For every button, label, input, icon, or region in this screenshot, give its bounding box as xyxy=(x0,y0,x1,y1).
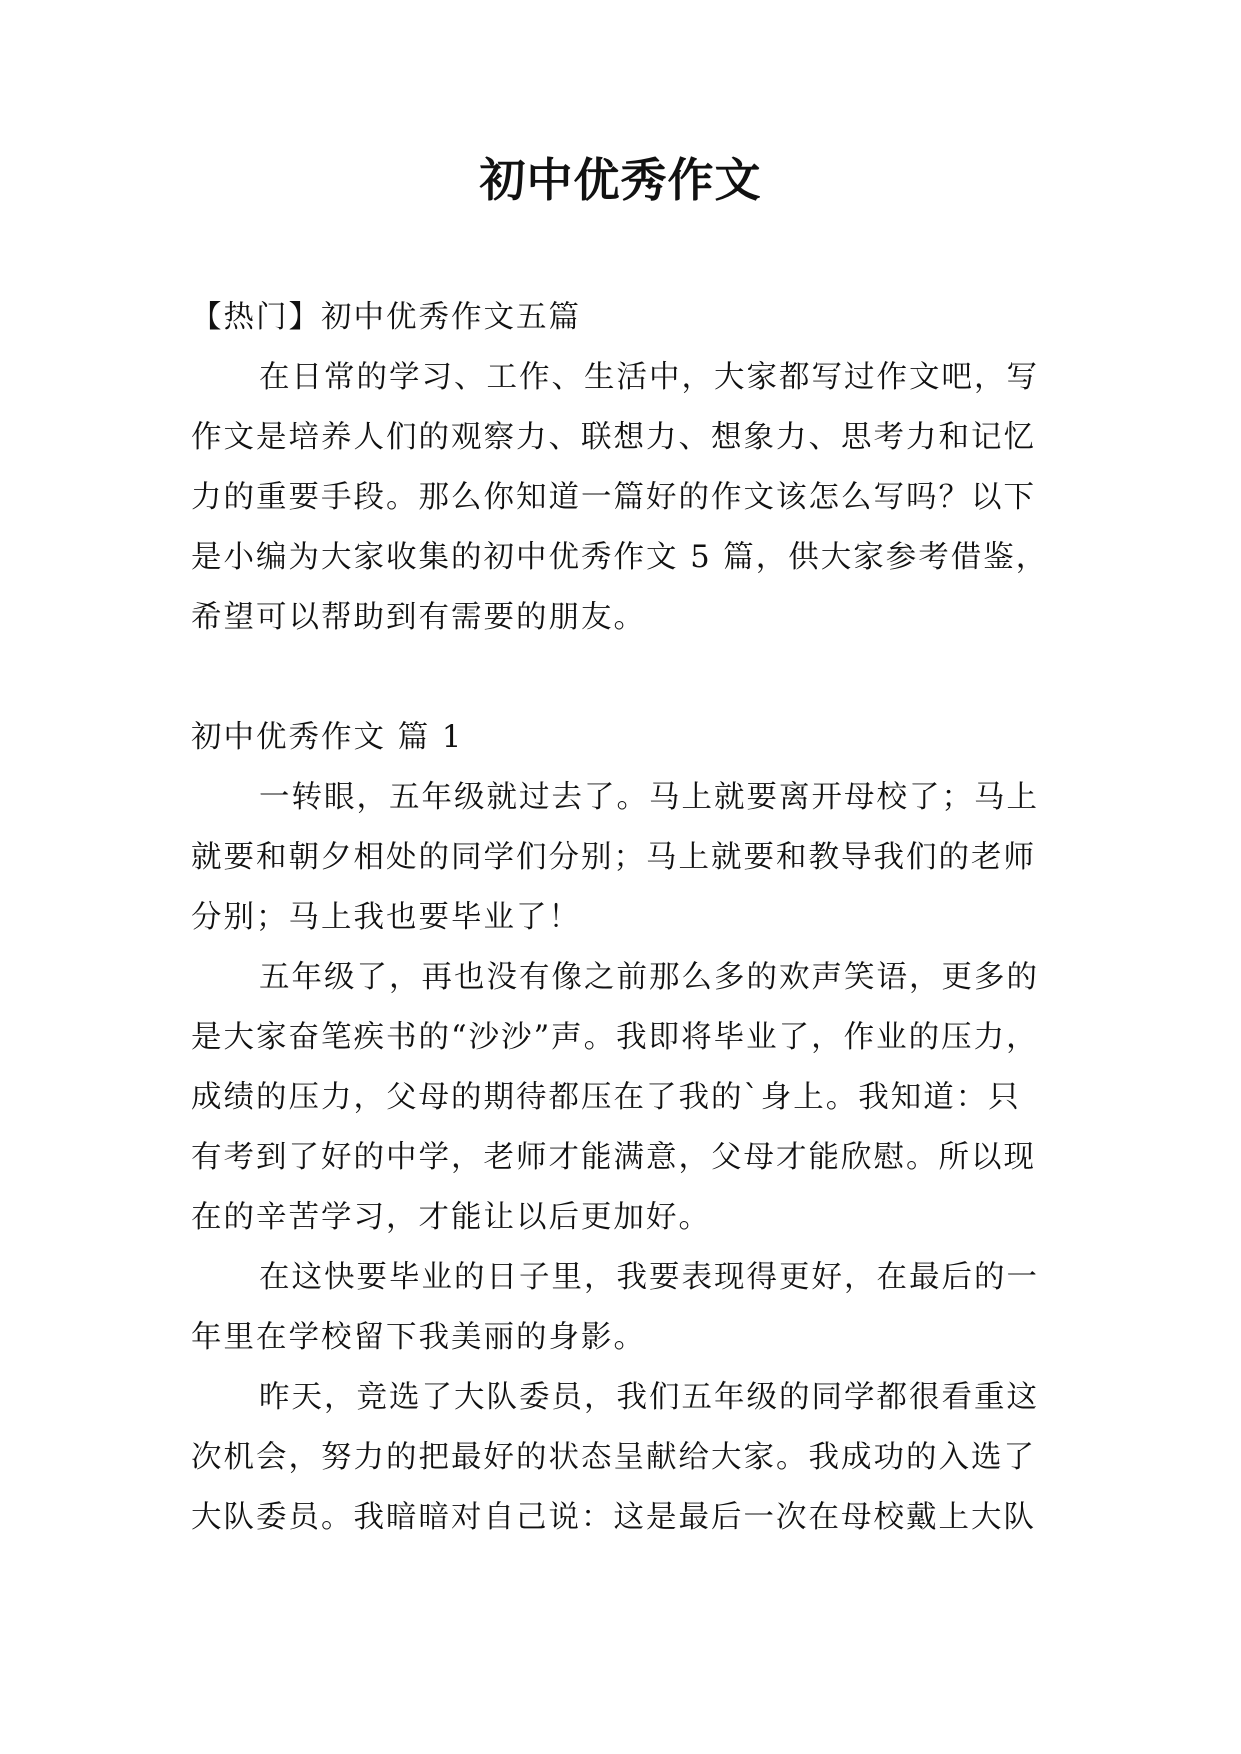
text-line: 五年级了，再也没有像之前那么多的欢声笑语，更多的 xyxy=(259,960,1039,995)
text-line: 力的重要手段。那么你知道一篇好的作文该怎么写吗？以下 xyxy=(191,480,1036,515)
text-line: 成绩的压力，父母的期待都压在了我的`身上。我知道：只 xyxy=(191,1080,1021,1115)
essay-paragraph xyxy=(191,1368,1061,1548)
intro-paragraph xyxy=(191,348,1061,648)
text-line: 在日常的学习、工作、生活中，大家都写过作文吧，写 xyxy=(259,360,1039,395)
text-line: 一转眼，五年级就过去了。马上就要离开母校了；马上 xyxy=(259,780,1039,815)
text-line: 就要和朝夕相处的同学们分别；马上就要和教导我们的老师 xyxy=(191,840,1036,875)
document-body xyxy=(191,288,1061,1548)
text-line: 分别；马上我也要毕业了！ xyxy=(191,900,581,935)
text-line: 作文是培养人们的观察力、联想力、想象力、思考力和记忆 xyxy=(191,420,1036,455)
essay-paragraph xyxy=(191,1248,1061,1368)
essay-paragraph xyxy=(191,768,1061,948)
text-line: 是大家奋笔疾书的“沙沙”声。我即将毕业了，作业的压力， xyxy=(191,1020,1039,1055)
text-line: 昨天，竞选了大队委员，我们五年级的同学都很看重这 xyxy=(259,1380,1039,1415)
essay-paragraph xyxy=(191,948,1061,1248)
document-title: 初中优秀作文 xyxy=(479,153,762,207)
text-line: 大队委员。我暗暗对自己说：这是最后一次在母校戴上大队 xyxy=(191,1500,1036,1535)
text-line: 希望可以帮助到有需要的朋友。 xyxy=(191,600,646,635)
text-line: 在的辛苦学习，才能让以后更加好。 xyxy=(191,1200,711,1235)
text-line: 次机会，努力的把最好的状态呈献给大家。我成功的入选了 xyxy=(191,1440,1036,1475)
document-subtitle: 【热门】初中优秀作文五篇 xyxy=(191,300,581,335)
text-line: 年里在学校留下我美丽的身影。 xyxy=(191,1320,646,1355)
section-heading: 初中优秀作文 篇 1 xyxy=(191,720,464,755)
text-line: 在这快要毕业的日子里，我要表现得更好，在最后的一 xyxy=(259,1260,1039,1295)
text-line: 是小编为大家收集的初中优秀作文 5 篇，供大家参考借鉴， xyxy=(191,540,1049,575)
text-line: 有考到了好的中学，老师才能满意，父母才能欣慰。所以现 xyxy=(191,1140,1036,1175)
